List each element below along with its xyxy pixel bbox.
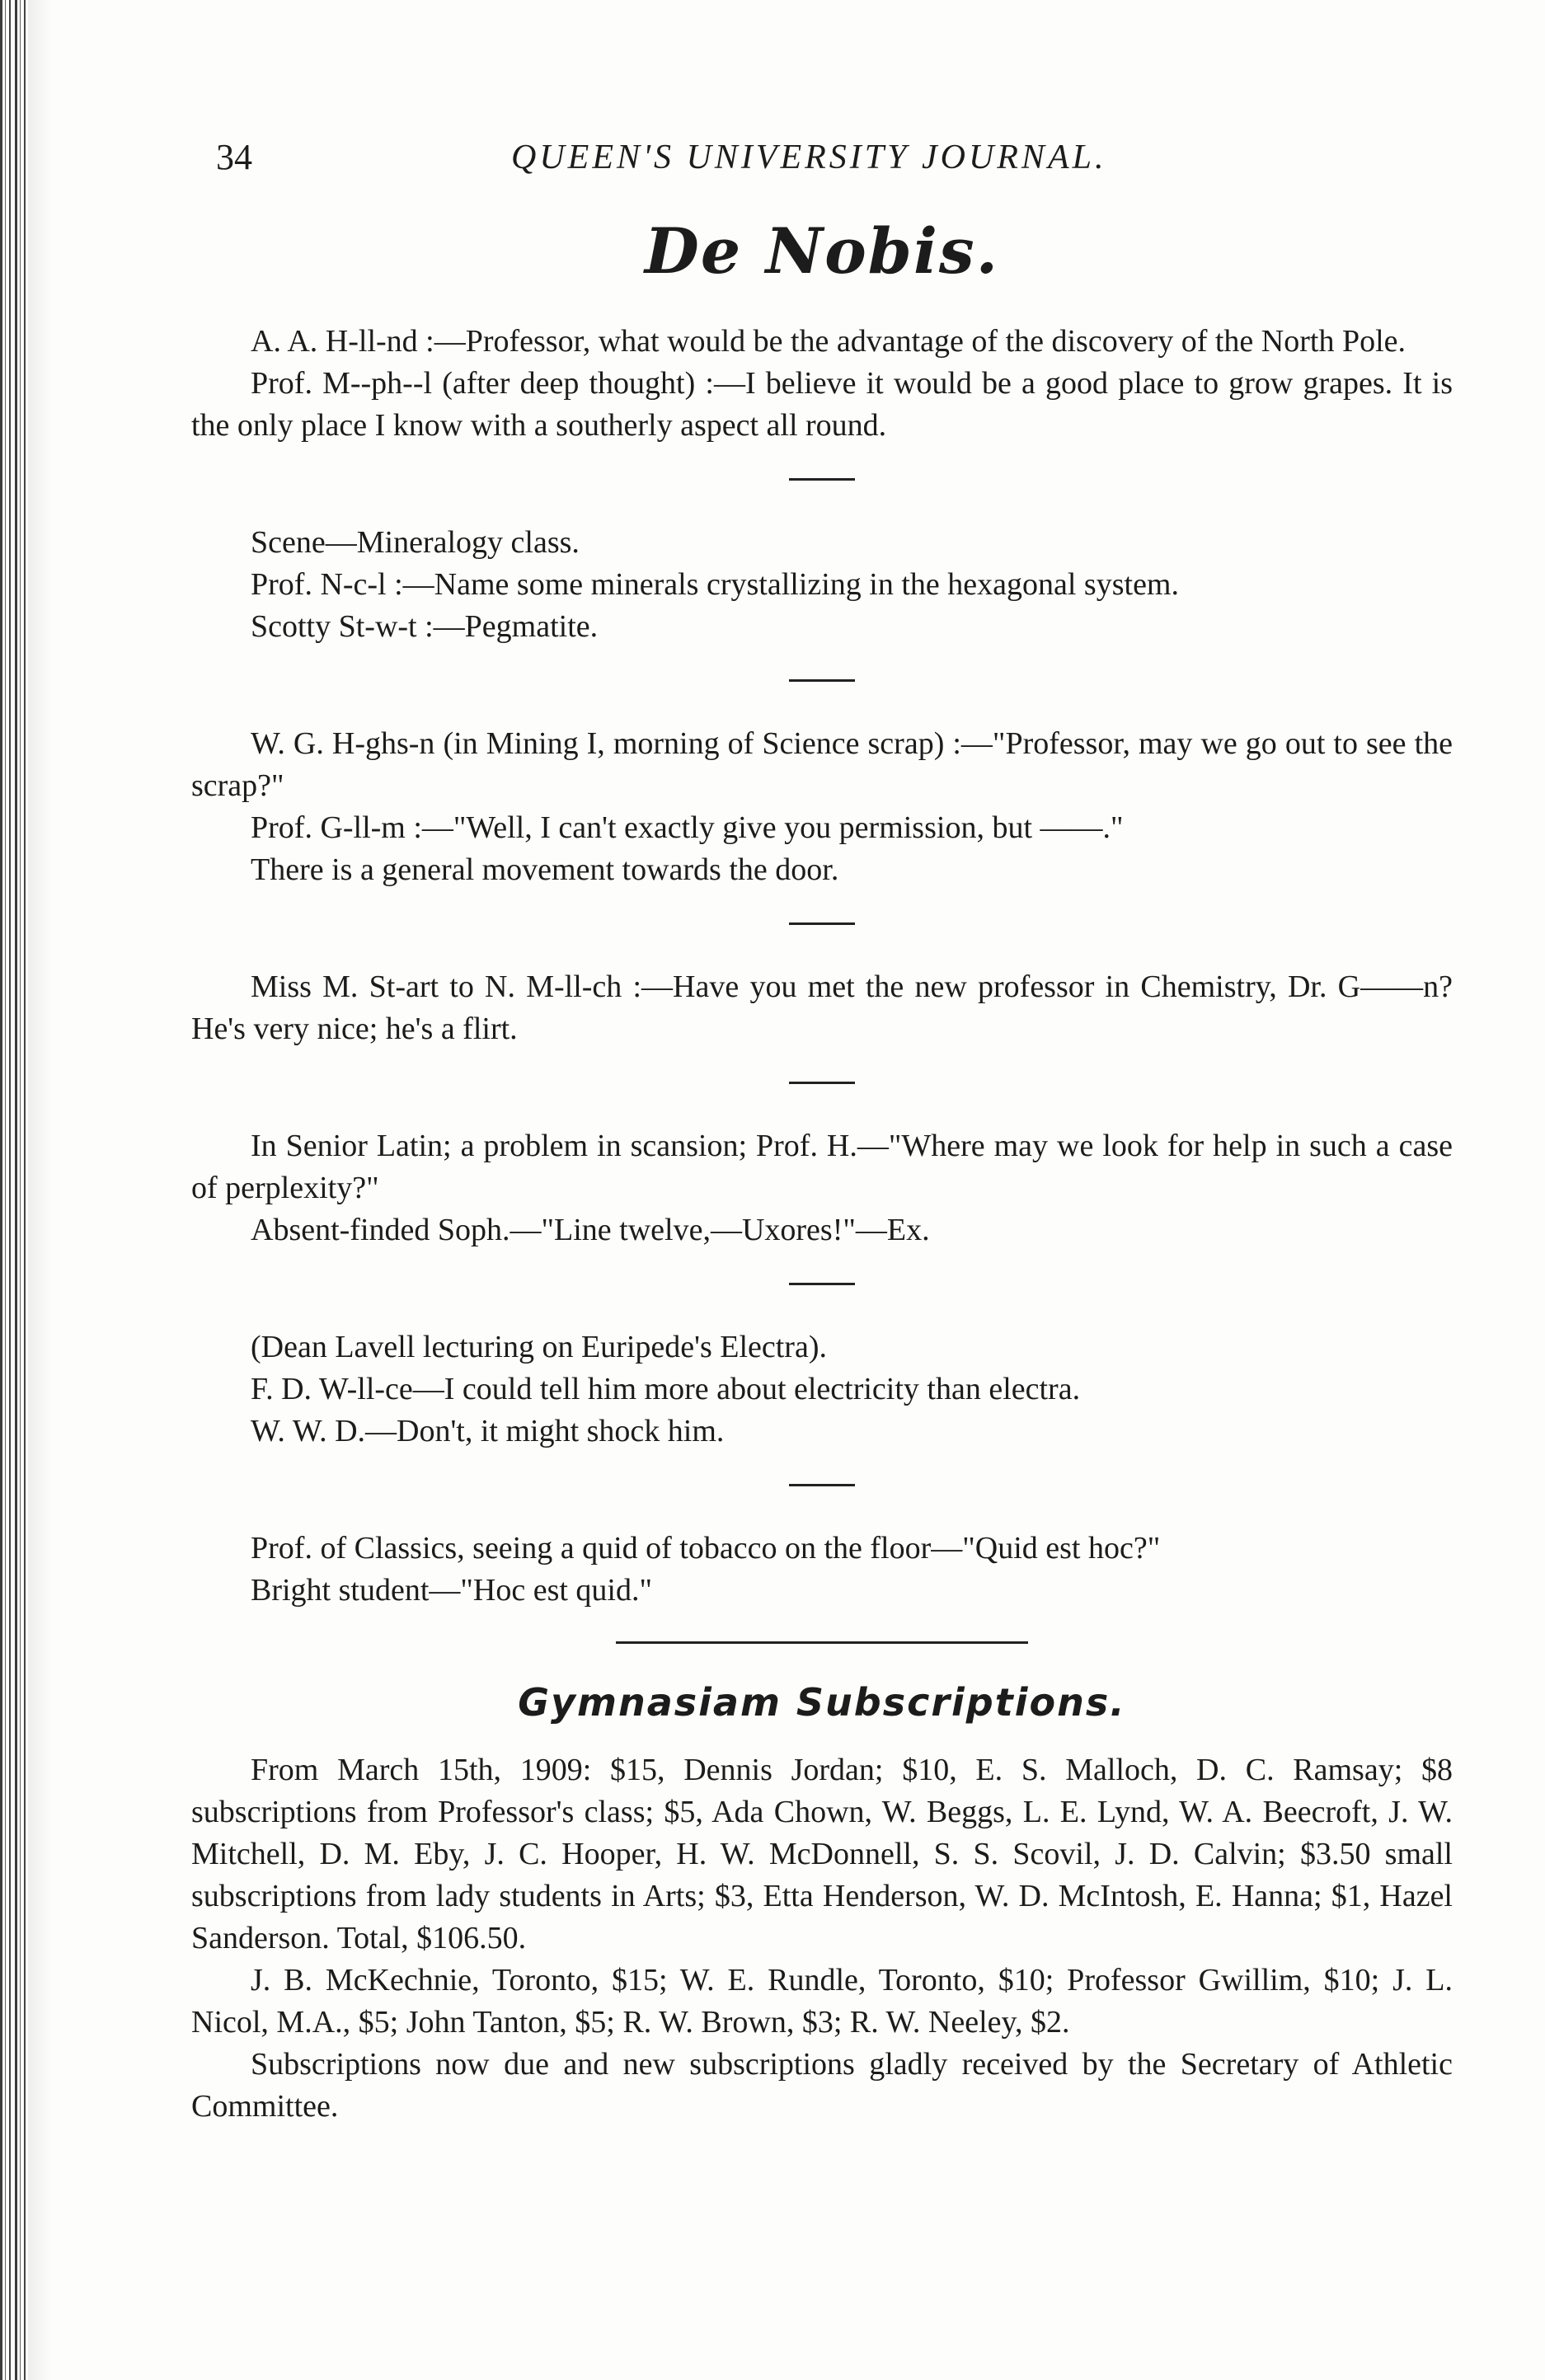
- text-line: Prof. G-ll-m :—"Well, I can't exactly give you permission, but ——.": [251, 810, 1124, 845]
- item-electra: [191, 1326, 1453, 1453]
- paragraph: Prof. M--ph--l (after deep thought) :—I believe it would be a good place to grow grapes. It is the only place I know with a southerly aspect all round.: [191, 366, 1453, 443]
- item-science-scrap: [191, 723, 1453, 891]
- item-senior-latin: [191, 1125, 1453, 1251]
- separator-rule: [789, 1082, 855, 1084]
- section-divider-rule: [616, 1641, 1028, 1644]
- page-header: [0, 136, 1545, 194]
- binding-shadow: [28, 0, 53, 2380]
- item-mineralogy: [191, 522, 1453, 648]
- paragraph: J. B. McKechnie, Toronto, $15; W. E. Rundle, Toronto, $10; Professor Gwillim, $10; J. L. Nicol, M.A., $5; John Tanton, $5; R. W. Brown, $3; R. W. Neeley, $2.: [191, 1963, 1453, 2040]
- item-chemistry-professor: [191, 966, 1453, 1050]
- text-line: There is a general movement towards the door.: [251, 852, 839, 887]
- subscriptions-body: [191, 1749, 1453, 2128]
- paragraph: In Senior Latin; a problem in scansion; Prof. H.—"Where may we look for help in such a case of perplexity?": [191, 1129, 1453, 1205]
- section-title-gymnasium: Gymnasiam Subscriptions.: [518, 1680, 1126, 1725]
- text-line: (Dean Lavell lecturing on Euripede's Electra).: [251, 1330, 827, 1364]
- separator-rule: [789, 1484, 855, 1486]
- separator-rule: [789, 679, 855, 682]
- paragraph: Miss M. St-art to N. M-ll-ch :—Have you met the new professor in Chemistry, Dr. G——n? He's very nice; he's a flirt.: [191, 969, 1453, 1046]
- separator-rule: [789, 478, 855, 481]
- paragraph: From March 15th, 1909: $15, Dennis Jordan; $10, E. S. Malloch, D. C. Ramsay; $8 subscriptions from Professor's class; $5, Ada Chown, W. Beggs, L. E. Lynd, W. A. Beecroft, J. W. Mitchell, D. M. Eby, J. C. Hooper, H. W. McDonnell, S. S. Scovil, J. D. Calvin; $3.50 small subscriptions from lady students in Arts; $3, Etta Henderson, W. D. McIntosh, E. Hanna; $1, Hazel Sanderson. Total, $106.50.: [191, 1753, 1453, 1955]
- text-line: W. W. D.—Don't, it might shock him.: [251, 1414, 725, 1448]
- text-line: Scotty St-w-t :—Pegmatite.: [251, 609, 599, 644]
- page-binding-edge: [0, 0, 28, 2380]
- paragraph: W. G. H-ghs-n (in Mining I, morning of Science scrap) :—"Professor, may we go out to see the scrap?": [191, 726, 1453, 803]
- text-line: Scene—Mineralogy class.: [251, 525, 580, 560]
- section-title-de-nobis: De Nobis.: [644, 214, 1000, 288]
- page-number: 34: [216, 137, 252, 177]
- item-quid: [191, 1528, 1453, 1612]
- running-head: QUEEN'S UNIVERSITY JOURNAL.: [511, 138, 1107, 176]
- item-north-pole: [191, 321, 1453, 447]
- separator-rule: [789, 1283, 855, 1285]
- paragraph: A. A. H-ll-nd :—Professor, what would be the advantage of the discovery of the North Pole.: [251, 324, 1406, 359]
- text-line: Bright student—"Hoc est quid.": [251, 1573, 652, 1608]
- text-line: Prof. N-c-l :—Name some minerals crystallizing in the hexagonal system.: [251, 567, 1179, 602]
- page-content: [191, 214, 1453, 2128]
- text-line: Absent-finded Soph.—"Line twelve,—Uxores!"—Ex.: [251, 1213, 930, 1247]
- text-line: Prof. of Classics, seeing a quid of tobacco on the floor—"Quid est hoc?": [251, 1531, 1161, 1566]
- separator-rule: [789, 922, 855, 925]
- paragraph: Subscriptions now due and new subscriptions gladly received by the Secretary of Athletic Committee.: [191, 2047, 1453, 2124]
- text-line: F. D. W-ll-ce—I could tell him more about electricity than electra.: [251, 1372, 1081, 1406]
